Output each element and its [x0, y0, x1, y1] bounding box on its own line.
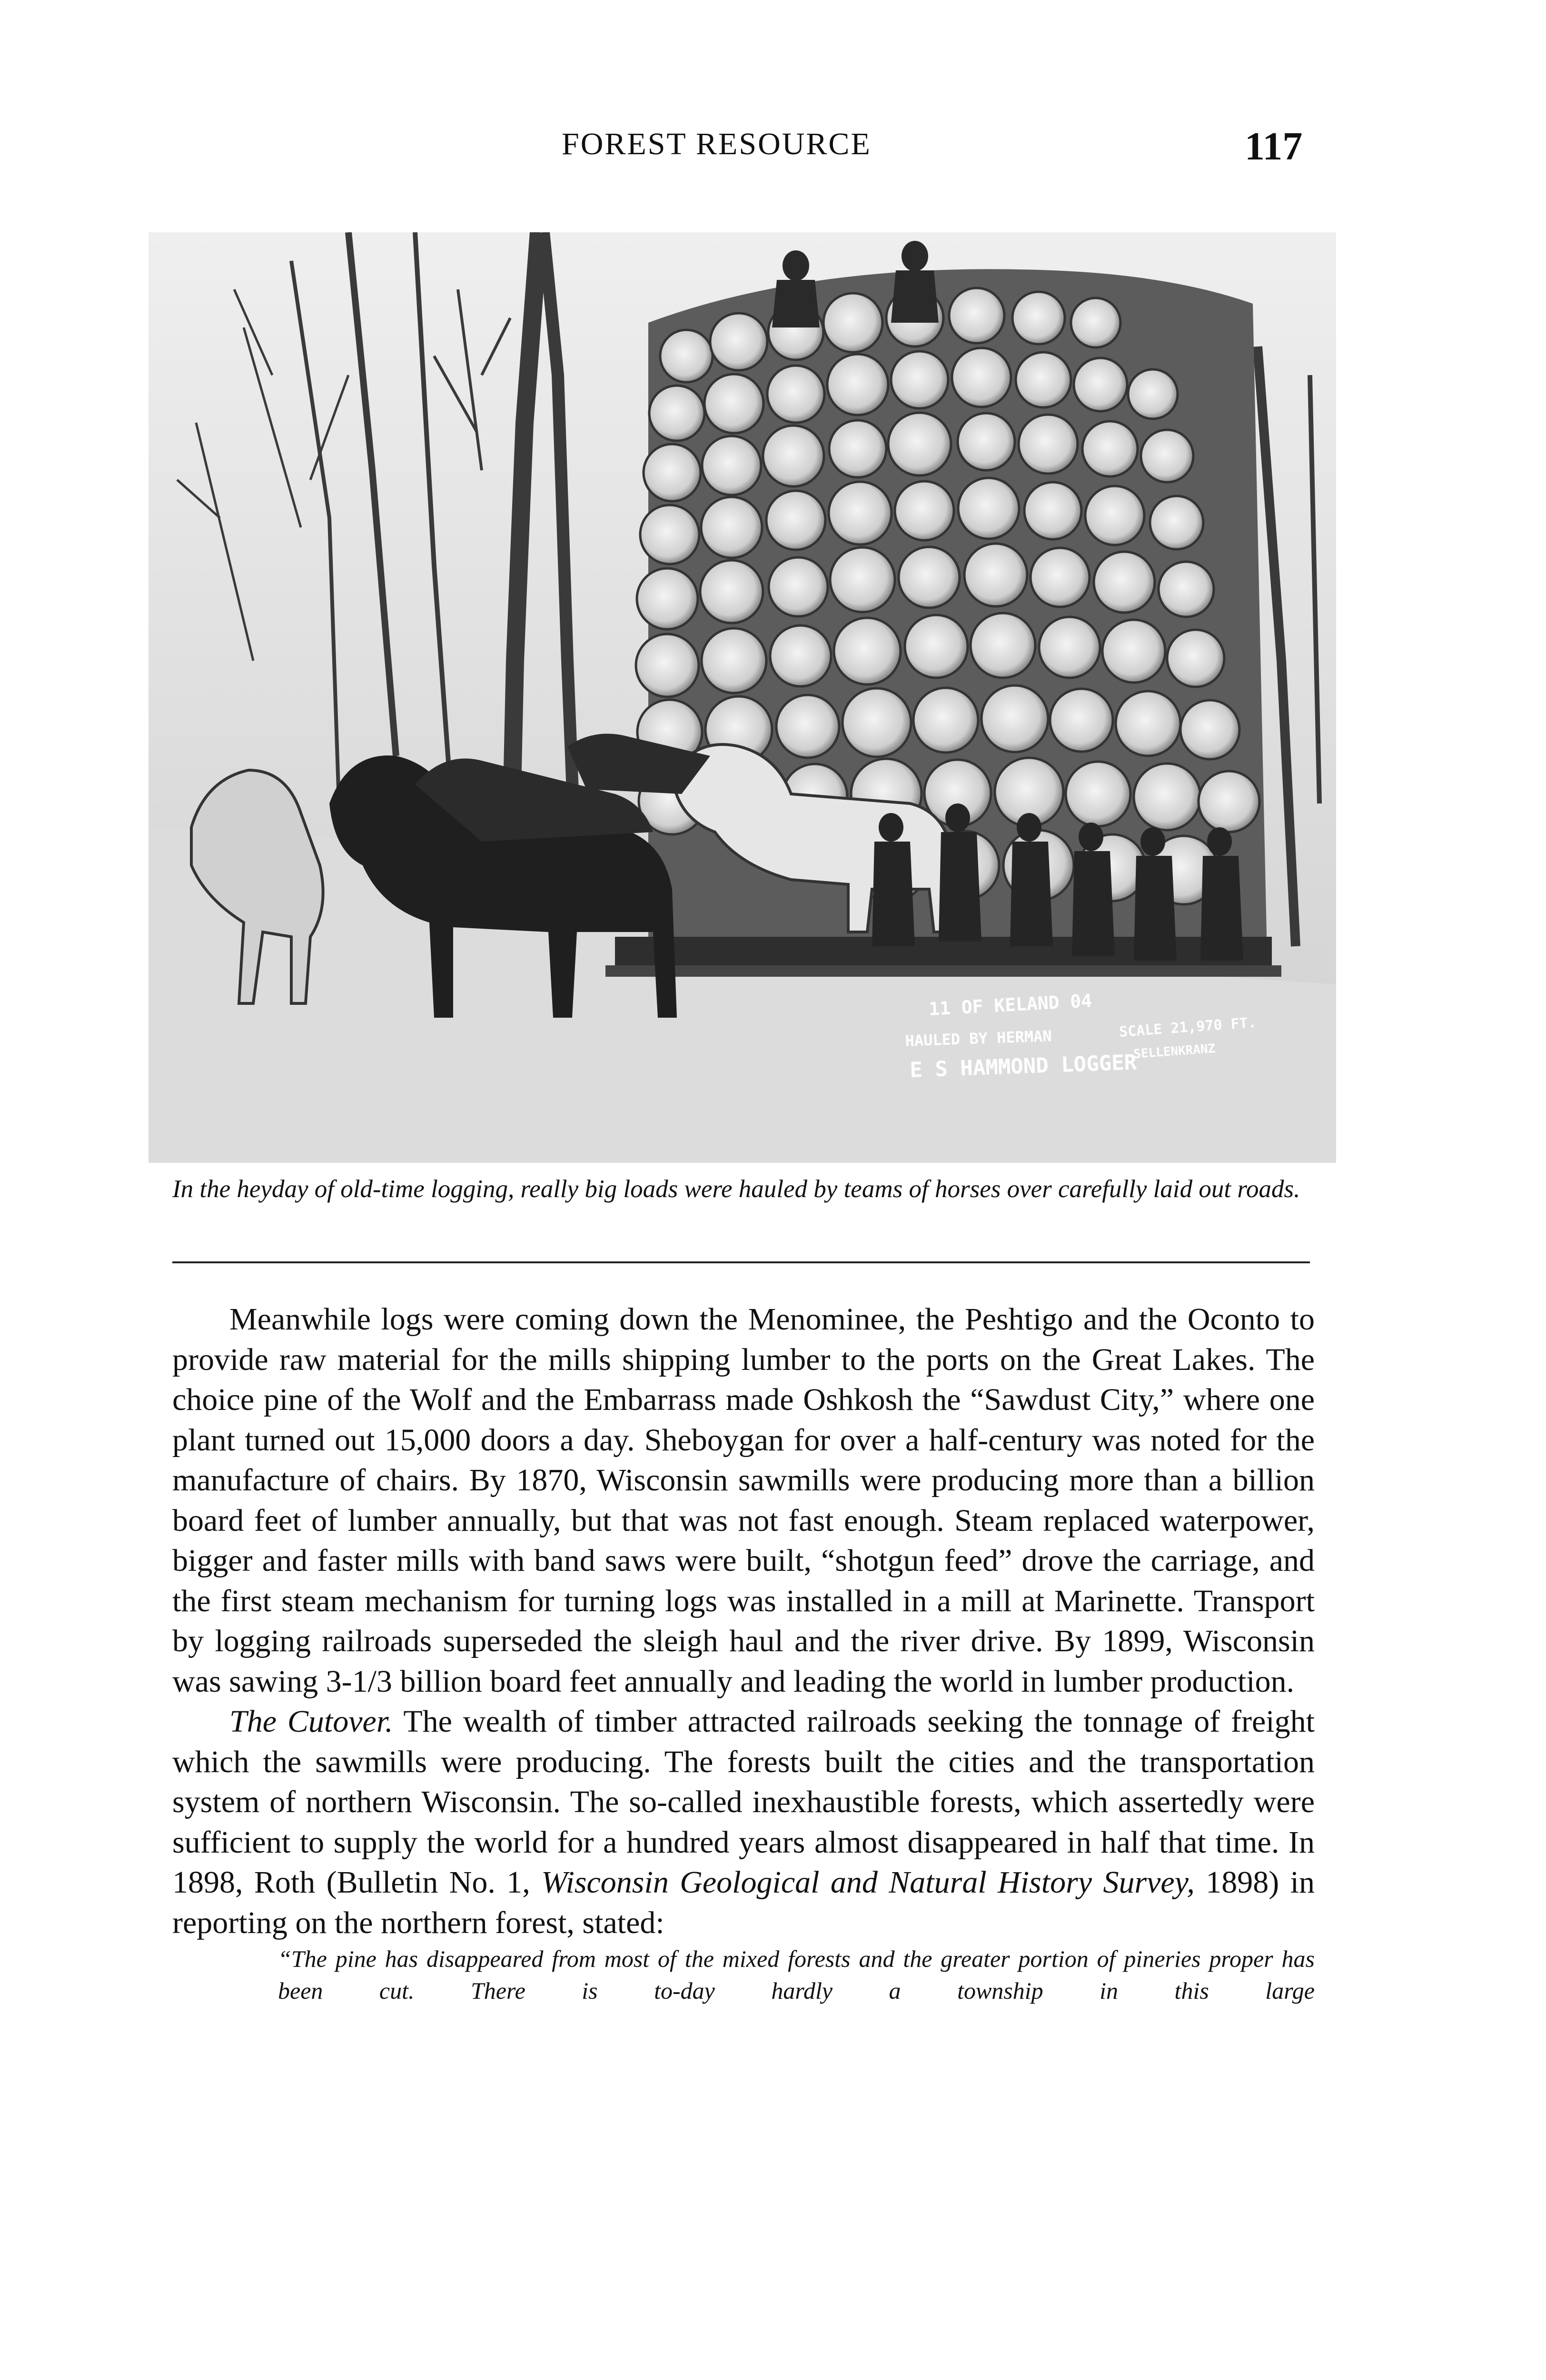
running-title: FOREST RESOURCE	[562, 127, 872, 161]
paragraph-2-italic-title: Wisconsin Geological and Natural History Survey,	[541, 1865, 1195, 1900]
paragraph-2-text-b: 1898) in reporting on the northern forest, stated:	[172, 1865, 1315, 1940]
paragraph-1: Meanwhile logs were coming down the Menominee, the Peshtigo and the Oconto to provide raw material for the mills shipping lumber to the ports on the Great Lakes. The choice pine of the Wolf and the Embarrass made Oshkosh the “Sawdust City,” where one plant turned out 15,000 doors a day. Sheboygan for over a half-century was noted for the manufacture of chairs. By 1870, Wisconsin sawmills were producing more than a billion board feet of lumber annually, but that was not fast enough. Steam replaced waterpower, bigger and faster mills with band saws were built, “shotgun feed” drove the carriage, and the first steam mechanism for turning logs was installed in a mill at Marinette. Transport by logging railroads superseded the sleigh haul and the river drive. By 1899, Wisconsin was sawing 3-1/3 billion board feet annually and leading the world in lumber production.	[172, 1302, 1315, 1699]
stamp-line-4: SELLENKRANZ	[1133, 1041, 1216, 1061]
running-head	[0, 126, 1546, 169]
logging-photo-illustration	[149, 232, 1336, 1163]
paragraph-2-text-a: The wealth of timber attracted railroads seeking the tonnage of freight which the sawmills were producing. The forests built the cities and the transportation system of northern Wisconsin. The so-called inexhaustible forests, which assertedly were sufficient to supply the world for a hundred years almost disappeared in half that time. In 1898, Roth (Bulletin No. 1,	[172, 1704, 1315, 1900]
paragraph-2	[172, 1702, 1315, 1943]
stamp-line-2: HAULED BY HERMAN	[904, 1027, 1052, 1050]
stamp-line-5: E S HAMMOND LOGGER	[909, 1050, 1137, 1082]
stamp-line-3: SCALE 21,970 FT.	[1119, 1014, 1257, 1041]
paragraph-2-heading: The Cutover.	[229, 1704, 393, 1739]
figure-caption: In the heyday of old-time logging, really big loads were hauled by teams of horses over carefully laid out roads.	[172, 1175, 1300, 1203]
block-quote: “The pine has disappeared from most of the mixed forests and the greater portion of pineries proper has been cut. There is to-day hardly a township in this large	[278, 1945, 1315, 2004]
stamp-line-1: 11 OF KELAND 04	[928, 990, 1093, 1020]
body-text	[172, 1299, 1315, 2007]
sleigh-runner	[605, 937, 1281, 977]
page-number: 117	[1245, 124, 1303, 169]
section-divider	[172, 1261, 1310, 1263]
logging-photograph	[149, 232, 1336, 1163]
